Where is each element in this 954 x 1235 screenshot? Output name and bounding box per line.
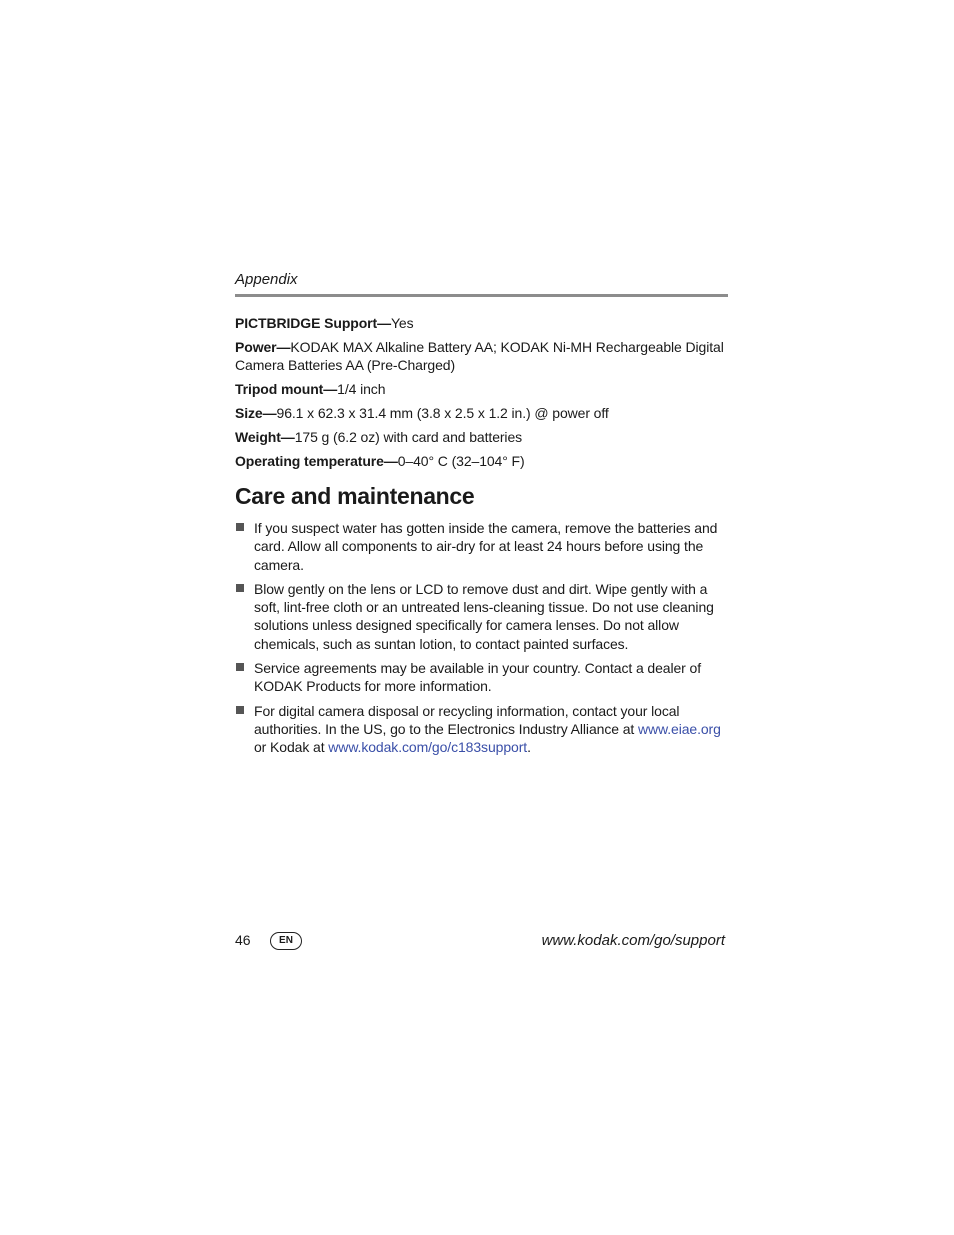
spec-value: Yes — [390, 315, 414, 331]
care-list — [235, 519, 728, 757]
language-badge: EN — [270, 932, 302, 950]
list-item-text: Blow gently on the lens or LCD to remove dust and dirt. Wipe gently with a soft, lint-free cloth or an untreated lens-cleaning tissue. Do not use cleaning solutions unless designed specifically for camera lenses. Do not allow chemicals, such as suntan lotion, to contact painted surfaces. — [254, 580, 714, 652]
spec-tripod-mount — [235, 380, 728, 398]
spec-label: Tripod mount— — [235, 381, 338, 397]
bullet-square-icon — [236, 584, 244, 592]
bullet-square-icon — [236, 663, 244, 671]
list-item — [235, 659, 728, 696]
spec-label: Operating temperature— — [235, 453, 398, 469]
spec-value: 0–40° C (32–104° F) — [397, 453, 525, 469]
list-item — [235, 519, 728, 574]
spec-operating-temperature — [235, 452, 728, 470]
list-item-text: If you suspect water has gotten inside the camera, remove the batteries and card. Allow all components to air-dry for at least 24 hours before using the camera. — [254, 520, 718, 573]
spec-label: Weight— — [235, 429, 295, 445]
spec-value: KODAK MAX Alkaline Battery AA; KODAK Ni-MH Rechargeable Digital Camera Batteries AA (Pre-Charged) — [235, 339, 724, 373]
spec-power — [235, 338, 728, 374]
eiae-link[interactable]: www.eiae.org — [637, 720, 721, 737]
spec-value: 1/4 inch — [337, 381, 386, 397]
page-footer — [235, 931, 725, 953]
page-number: 46 — [235, 932, 251, 948]
bullet-square-icon — [236, 523, 244, 531]
kodak-support-link[interactable]: www.kodak.com/go/c183support — [328, 739, 528, 756]
spec-value: 96.1 x 62.3 x 31.4 mm (3.8 x 2.5 x 1.2 in.) @ power off — [276, 405, 609, 421]
list-item — [235, 702, 728, 757]
footer-url: www.kodak.com/go/support — [541, 932, 725, 949]
spec-label: Power— — [235, 339, 291, 355]
spec-size — [235, 404, 728, 422]
spec-label: Size— — [235, 405, 277, 421]
list-item-text: or Kodak at — [254, 739, 329, 756]
page-content — [235, 270, 728, 757]
list-item-text: . — [527, 739, 531, 756]
spec-pictbridge — [235, 314, 728, 332]
list-item-text: Service agreements may be available in your country. Contact a dealer of KODAK Products for more information. — [254, 660, 702, 695]
section-heading: Care and maintenance — [235, 483, 475, 509]
list-item — [235, 580, 728, 653]
spec-weight — [235, 428, 728, 446]
spec-value: 175 g (6.2 oz) with card and batteries — [294, 429, 523, 445]
running-head: Appendix — [235, 271, 298, 288]
list-item-text: For digital camera disposal or recycling information, contact your local authorities. In the US, go to the Electronics Industry Alliance at — [254, 702, 680, 737]
spec-label: PICTBRIDGE Support— — [235, 315, 391, 331]
bullet-square-icon — [236, 706, 244, 714]
